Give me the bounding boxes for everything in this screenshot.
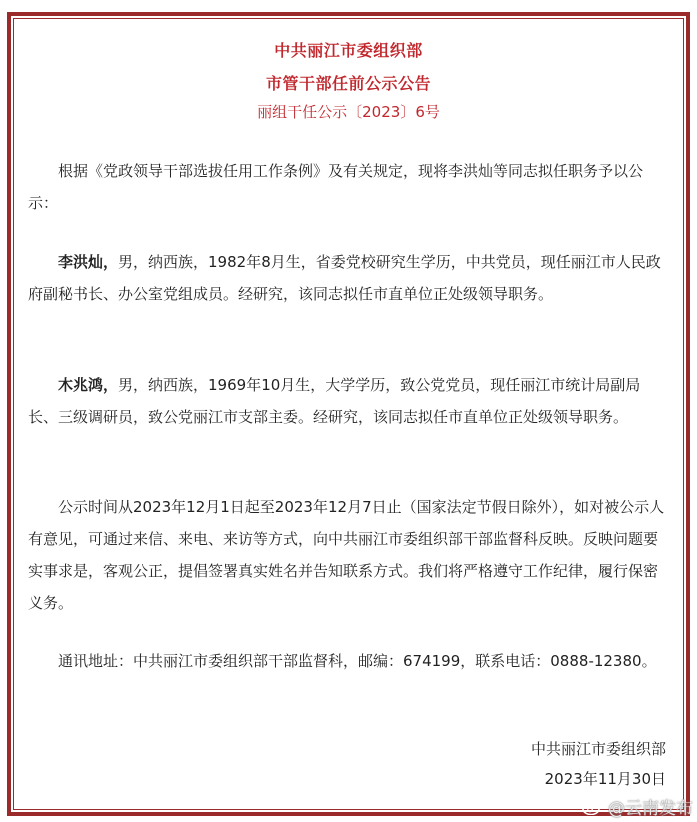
candidate-paragraph-1	[28, 246, 668, 310]
candidate-details: 男，纳西族，1982年8月生，省委党校研究生学历，中共党员，现任丽江市人民政府副秘书长、办公室党组成员。经研究，该同志拟任市直单位正处级领导职务。	[28, 253, 661, 303]
signature-date: 2023年11月30日	[544, 770, 666, 788]
intro-text: 根据《党政领导干部选拔任用工作条例》及有关规定，现将李洪灿等同志拟任职务予以公示：	[28, 162, 644, 212]
watermark	[582, 794, 693, 819]
issuing-organization: 中共丽江市委组织部	[274, 41, 423, 60]
announcement-title: 市管干部任前公示公告	[265, 74, 431, 93]
contact-text: 通讯地址：中共丽江市委组织部干部监督科，邮编：674199，联系电话：0888-12380。	[58, 652, 657, 670]
candidate-name: 木兆鸿，	[58, 376, 119, 394]
notice-paragraph	[28, 491, 668, 619]
contact-paragraph	[28, 645, 668, 677]
intro-paragraph	[28, 155, 668, 219]
candidate-paragraph-2	[28, 369, 668, 433]
weibo-icon	[582, 799, 604, 815]
document-number: 丽组干任公示〔2023〕6号	[257, 103, 440, 121]
watermark-text: @云南发布	[608, 799, 693, 819]
notice-text: 公示时间从2023年12月1日起至2023年12月7日止（国家法定节假日除外），如对被公示人有意见，可通过来信、来电、来访等方式，向中共丽江市委组织部干部监督科反映。反映问题要实事求是，客观公正，提倡签署真实姓名并告知联系方式。我们将严格遵守工作纪律，履行保密义务。	[28, 498, 665, 612]
candidate-name: 李洪灿，	[58, 253, 119, 271]
candidate-details: 男，纳西族，1969年10月生，大学学历，致公党党员，现任丽江市统计局副局长、三级调研员，致公党丽江市支部主委。经研究，该同志拟任市直单位正处级领导职务。	[28, 376, 641, 426]
signature-organization: 中共丽江市委组织部	[530, 740, 666, 758]
